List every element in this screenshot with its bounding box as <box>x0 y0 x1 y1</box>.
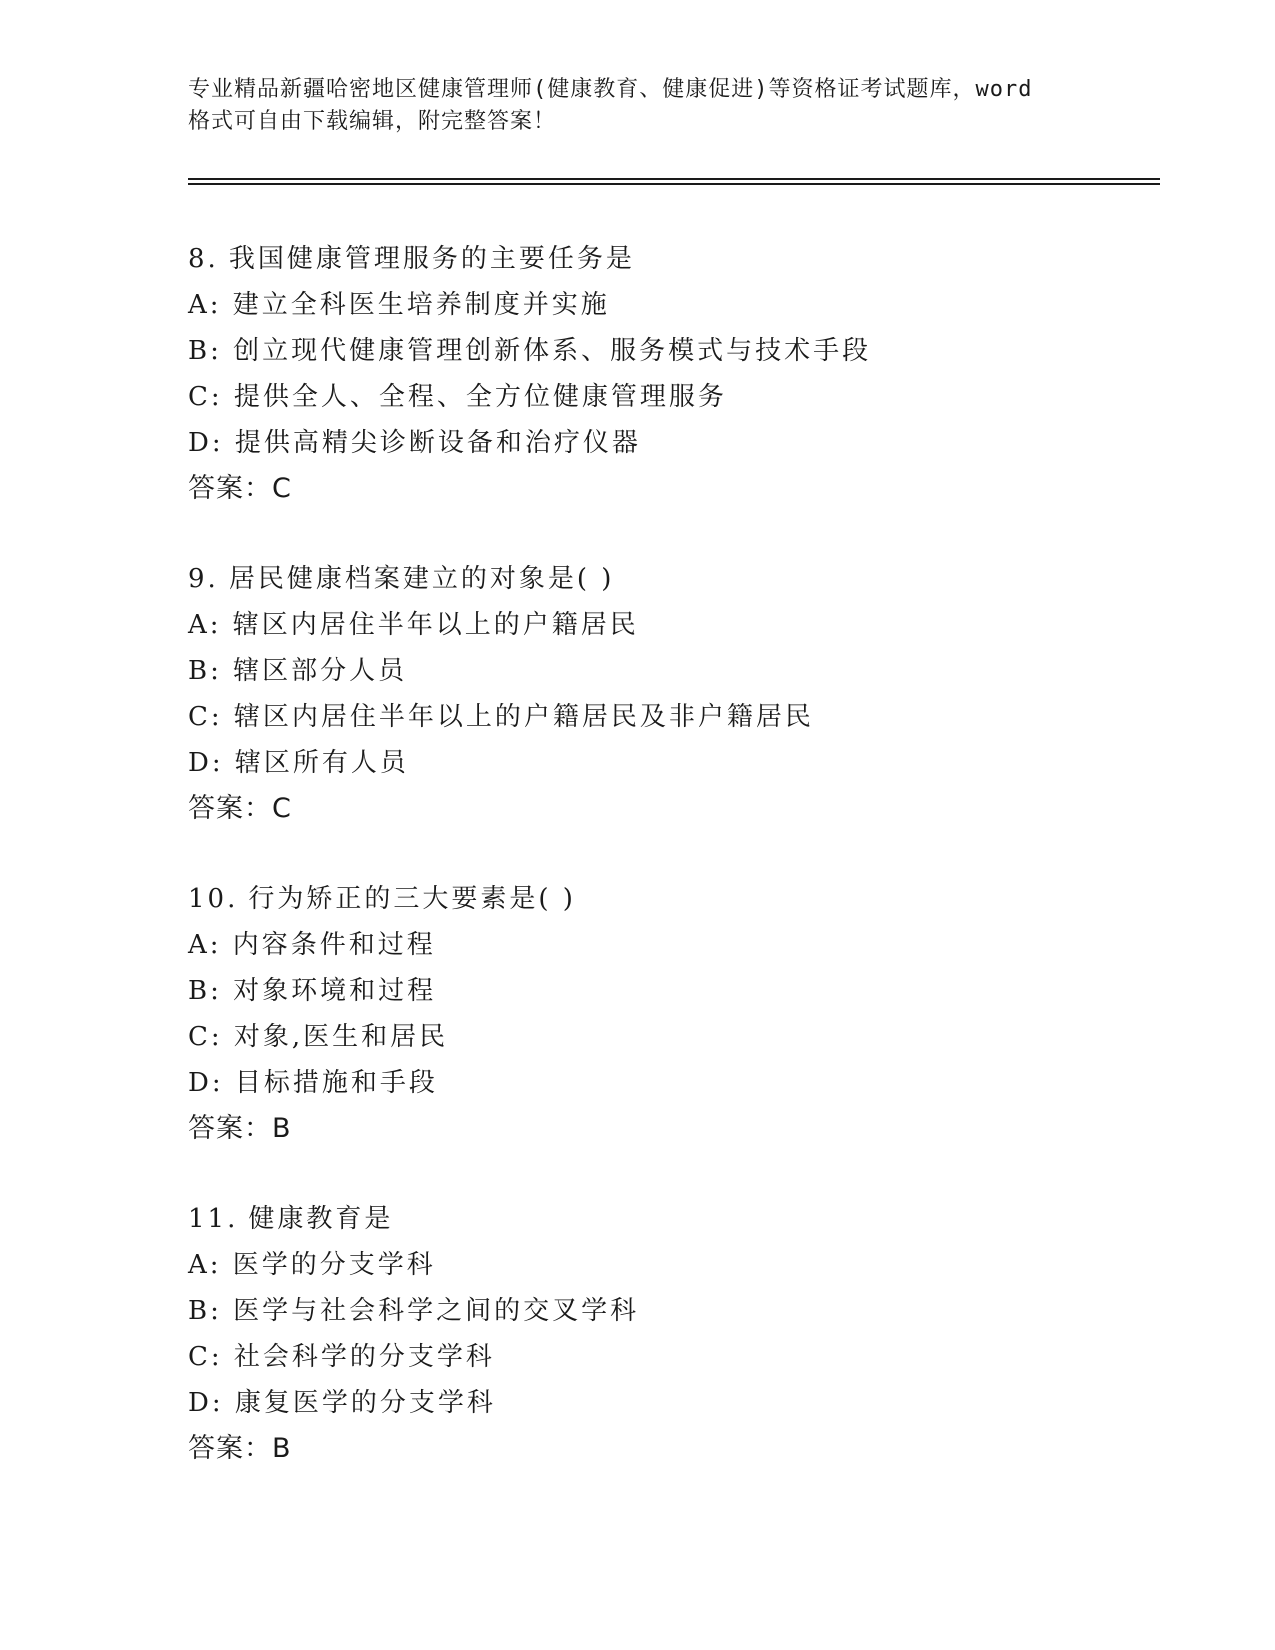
option-b: B: 创立现代健康管理创新体系、服务模式与技术手段 <box>188 336 872 366</box>
option-a: A: 内容条件和过程 <box>188 930 436 960</box>
option-b: B: 医学与社会科学之间的交叉学科 <box>188 1296 640 1326</box>
question-text: 行为矫正的三大要素是( ) <box>248 884 576 914</box>
question-10 <box>188 876 1168 1152</box>
option-c: C: 对象,医生和居民 <box>188 1022 449 1052</box>
question-stem <box>188 236 1168 282</box>
option-d: D: 康复医学的分支学科 <box>188 1388 496 1418</box>
question-number: 9. <box>188 564 219 594</box>
answer-label: 答案：C <box>188 473 292 504</box>
option-c: C: 提供全人、全程、全方位健康管理服务 <box>188 382 727 412</box>
option-b: B: 对象环境和过程 <box>188 976 437 1006</box>
question-number: 10. <box>188 884 239 914</box>
answer-label: 答案：B <box>188 1113 292 1144</box>
answer-label: 答案：C <box>188 793 292 824</box>
question-11 <box>188 1196 1168 1472</box>
option-a: A: 建立全科医生培养制度并实施 <box>188 290 610 320</box>
header-divider-bottom <box>188 183 1160 185</box>
question-9 <box>188 556 1168 832</box>
document-header <box>188 74 1108 138</box>
question-stem <box>188 876 1168 922</box>
question-number: 11. <box>188 1204 239 1234</box>
question-text: 健康教育是 <box>248 1204 394 1234</box>
question-text: 居民健康档案建立的对象是( ) <box>228 564 615 594</box>
question-text: 我国健康管理服务的主要任务是 <box>228 244 635 274</box>
header-line-1: 专业精品新疆哈密地区健康管理师(健康教育、健康促进)等资格证考试题库，word <box>188 77 1033 102</box>
option-a: A: 医学的分支学科 <box>188 1250 436 1280</box>
option-b: B: 辖区部分人员 <box>188 656 408 686</box>
question-stem <box>188 556 1168 602</box>
question-8 <box>188 236 1168 512</box>
option-d: D: 提供高精尖诊断设备和治疗仪器 <box>188 428 641 458</box>
option-a: A: 辖区内居住半年以上的户籍居民 <box>188 610 639 640</box>
question-list <box>188 236 1168 1516</box>
option-d: D: 辖区所有人员 <box>188 748 409 778</box>
question-number: 8. <box>188 244 219 274</box>
option-d: D: 目标措施和手段 <box>188 1068 438 1098</box>
header-line-2: 格式可自由下载编辑，附完整答案！ <box>188 109 557 134</box>
option-c: C: 社会科学的分支学科 <box>188 1342 495 1372</box>
header-divider-top <box>188 178 1160 180</box>
option-c: C: 辖区内居住半年以上的户籍居民及非户籍居民 <box>188 702 814 732</box>
question-stem <box>188 1196 1168 1242</box>
answer-label: 答案：B <box>188 1433 292 1464</box>
